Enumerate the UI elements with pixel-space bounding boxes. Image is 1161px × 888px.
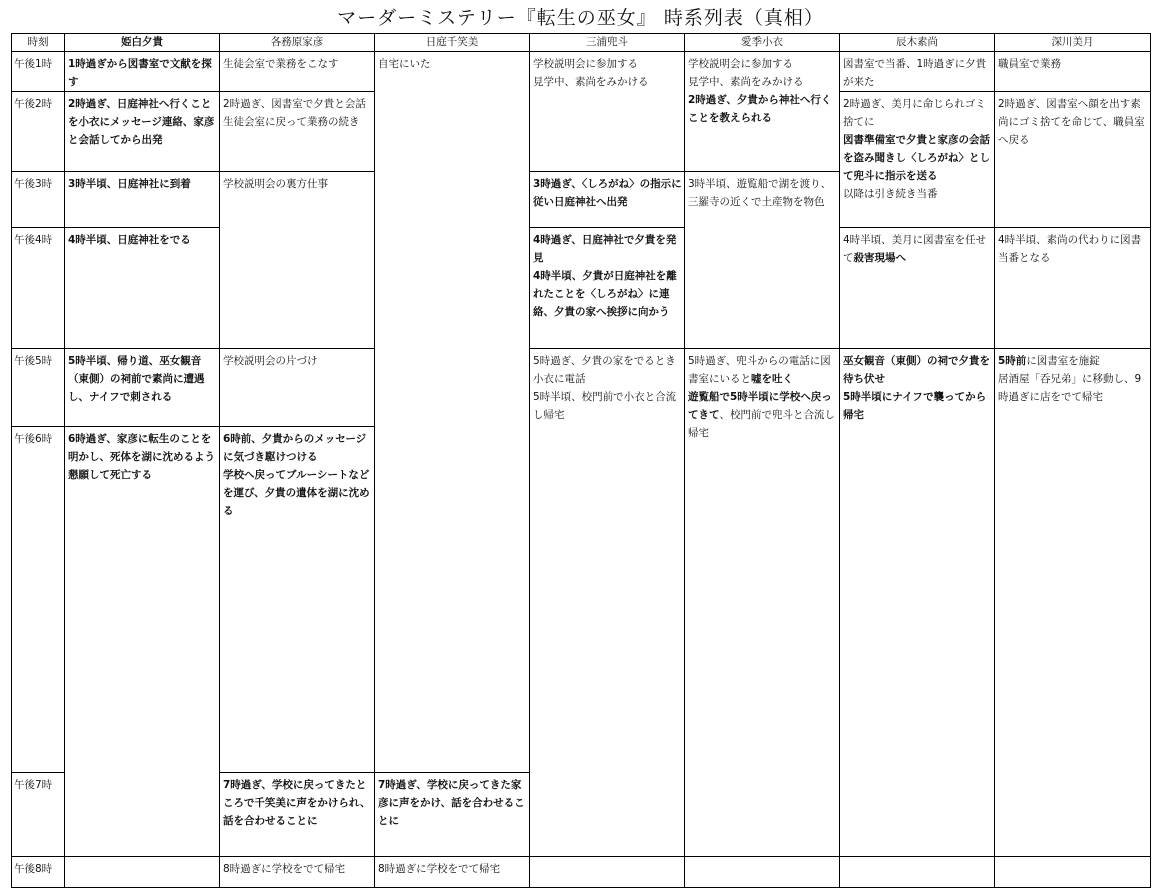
cell-text: 見学中、素尚をみかける [533, 76, 649, 88]
cell-sunao-4 [840, 228, 995, 349]
cell-yuki-2 [65, 92, 220, 172]
time-cell: 午後1時 [12, 52, 65, 92]
cell-koi-3-4 [685, 172, 840, 349]
cell-sunao-5-7 [840, 349, 995, 857]
cell-text: 職員室で業務 [998, 58, 1061, 70]
time-cell: 午後5時 [12, 349, 65, 427]
cell-text: 学校説明会に参加する [533, 58, 638, 70]
cell-yuki-3 [65, 172, 220, 228]
cell-text-part: に図書室を施錠 [1026, 355, 1100, 367]
cell-text: 8時過ぎに学校をでて帰宅 [223, 863, 346, 875]
header-mitsuki: 深川美月 [995, 34, 1151, 52]
cell-text: 学校説明会の裏方仕事 [223, 178, 328, 190]
cell-text [688, 388, 837, 442]
cell-touto-3 [530, 172, 685, 228]
cell-text: 生徒会室で業務をこなす [223, 58, 339, 70]
cell-iehiko-8 [220, 857, 375, 888]
cell-mitsuki-1 [995, 52, 1151, 92]
time-cell: 午後4時 [12, 228, 65, 349]
cell-text [688, 352, 837, 388]
cell-text: 5時半頃にナイフで襲ってから帰宅 [843, 391, 987, 421]
cell-chiemi-7 [375, 773, 530, 857]
header-touto: 三浦兜斗 [530, 34, 685, 52]
cell-iehiko-6 [220, 427, 375, 773]
cell-text: 7時過ぎ、学校に戻ってきた家彦に声をかけ、話を合わせることに [378, 779, 525, 827]
cell-text: 2時過ぎ、日庭神社へ行くことを小衣にメッセージ連絡、家彦と会話してから出発 [68, 98, 215, 146]
cell-mitsuki-5-7 [995, 349, 1151, 857]
cell-koi-8 [685, 857, 840, 888]
timeline-table [11, 33, 1151, 888]
header-chiemi: 日庭千笑美 [375, 34, 530, 52]
cell-text: 生徒会室に戻って業務の続き [223, 116, 360, 128]
cell-sunao-1 [840, 52, 995, 92]
cell-text: 6時過ぎ、家彦に転生のことを明かし、死体を湖に沈めるよう懇願して死亡する [68, 433, 215, 481]
cell-text-part: 4時半頃、美月に図書室を任せて [843, 234, 987, 264]
table-row [12, 228, 1151, 349]
cell-text: 7時過ぎ、学校に戻ってきたところで千笑美に声をかけられ、話を合わせることに [223, 779, 371, 827]
time-cell: 午後8時 [12, 857, 65, 888]
cell-touto-8 [530, 857, 685, 888]
cell-text: 6時前、夕貴からのメッセージに気づき駆けつける [223, 433, 367, 463]
cell-text: 2時過ぎ、図書室へ顔を出す素尚にゴミ捨てを命じて、職員室へ戻る [998, 98, 1145, 146]
cell-koi-5-7 [685, 349, 840, 857]
cell-text: 2時過ぎ、夕貴から神社へ行くことを教えられる [688, 94, 832, 124]
cell-text-bold: 5時前 [998, 355, 1027, 367]
cell-text: 4時半頃、日庭神社をでる [68, 234, 191, 246]
cell-text: 学校説明会に参加する [688, 58, 793, 70]
cell-iehiko-5 [220, 349, 375, 427]
cell-sunao-8 [840, 857, 995, 888]
cell-text: 学校説明会の片づけ [223, 355, 318, 367]
cell-yuki-6-7 [65, 427, 220, 857]
cell-text: 1時過ぎから図書室で文献を探す [68, 58, 212, 88]
cell-iehiko-7 [220, 773, 375, 857]
time-cell: 午後3時 [12, 172, 65, 228]
header-row [12, 34, 1151, 52]
header-iehiko: 各務原家彦 [220, 34, 375, 52]
cell-iehiko-1 [220, 52, 375, 92]
cell-text-bold: 殺害現場へ [853, 252, 906, 264]
cell-chiemi-1-6 [375, 52, 530, 773]
cell-text: 5時半頃、帰り道、巫女観音（東側）の祠前で素尚に遭遇し、ナイフで刺される [68, 355, 205, 403]
cell-text: 以降は引き続き当番 [843, 188, 938, 200]
cell-text: 図書室で当番、1時過ぎに夕貴が来た [843, 58, 987, 88]
time-cell: 午後2時 [12, 92, 65, 172]
cell-text: 2時過ぎ、図書室で夕貴と会話 [223, 98, 366, 110]
cell-koi-1-2 [685, 52, 840, 172]
cell-yuki-4 [65, 228, 220, 349]
cell-text: 5時半頃、校門前で小衣と合流し帰宅 [533, 391, 677, 421]
cell-text [998, 352, 1148, 370]
cell-text: 4時半頃、夕貴が日庭神社を離れたことを〈しろがね〉に連絡、夕貴の家へ挨拶に向かう [533, 270, 677, 318]
time-cell: 午後7時 [12, 773, 65, 857]
cell-text: 図書準備室で夕貴と家彦の会話を盗み聞きし〈しろがね〉として兜斗に指示を送る [843, 134, 990, 182]
cell-text: 3時半頃、遊覧船で湖を渡り、三羅寺の近くで土産物を物色 [688, 178, 832, 208]
time-cell: 午後6時 [12, 427, 65, 773]
cell-text [843, 231, 992, 267]
cell-yuki-5 [65, 349, 220, 427]
cell-text: 学校へ戻ってブルーシートなどを運び、夕貴の遺体を湖に沈める [223, 469, 370, 517]
cell-text: 2時過ぎ、美月に命じられゴミ捨てに [843, 98, 986, 128]
cell-mitsuki-4 [995, 228, 1151, 349]
cell-iehiko-2 [220, 92, 375, 172]
cell-text: 8時過ぎに学校をでて帰宅 [378, 863, 501, 875]
cell-text: 3時半頃、日庭神社に到着 [68, 178, 191, 190]
cell-text-part: 、校門前で兜斗と合流し帰宅 [688, 409, 835, 439]
cell-text: 3時過ぎ、〈しろがね〉の指示に従い日庭神社へ出発 [533, 178, 682, 208]
cell-chiemi-8 [375, 857, 530, 888]
cell-text: 居酒屋「呑兄弟」に移動し、9時過ぎに店をでて帰宅 [998, 373, 1142, 403]
cell-text-bold: 嘘を吐く [751, 373, 793, 385]
cell-text: 巫女観音（東側）の祠で夕貴を待ち伏せ [843, 355, 990, 385]
cell-sunao-2-3 [840, 92, 995, 228]
cell-touto-1-2 [530, 52, 685, 172]
cell-iehiko-3-4 [220, 172, 375, 349]
cell-text-bold: 遊覧船で5時半頃に学校へ戻ってきて [688, 391, 832, 421]
cell-text: 自宅にいた [378, 58, 431, 70]
cell-text: 4時過ぎ、日庭神社で夕貴を発見 [533, 234, 677, 264]
header-yuki: 姫白夕貴 [65, 34, 220, 52]
cell-yuki-1 [65, 52, 220, 92]
page-title: マーダーミステリー『転生の巫女』 時系列表（真相） [337, 7, 824, 29]
cell-mitsuki-8 [995, 857, 1151, 888]
header-time: 時刻 [12, 34, 65, 52]
cell-text: 5時過ぎ、夕貴の家をでるとき小衣に電話 [533, 355, 676, 385]
cell-text: 見学中、素尚をみかける [688, 76, 804, 88]
cell-touto-5-7 [530, 349, 685, 857]
cell-touto-4 [530, 228, 685, 349]
header-koi: 愛季小衣 [685, 34, 840, 52]
table-row [12, 349, 1151, 427]
cell-text-part: 5時過ぎ、兜斗からの電話に図書室にいると [688, 355, 831, 385]
table-row [12, 52, 1151, 92]
table-row [12, 857, 1151, 888]
cell-mitsuki-2-3 [995, 92, 1151, 228]
cell-yuki-8 [65, 857, 220, 888]
cell-text: 4時半頃、素尚の代わりに図書当番となる [998, 234, 1142, 264]
header-sunao: 辰木素尚 [840, 34, 995, 52]
